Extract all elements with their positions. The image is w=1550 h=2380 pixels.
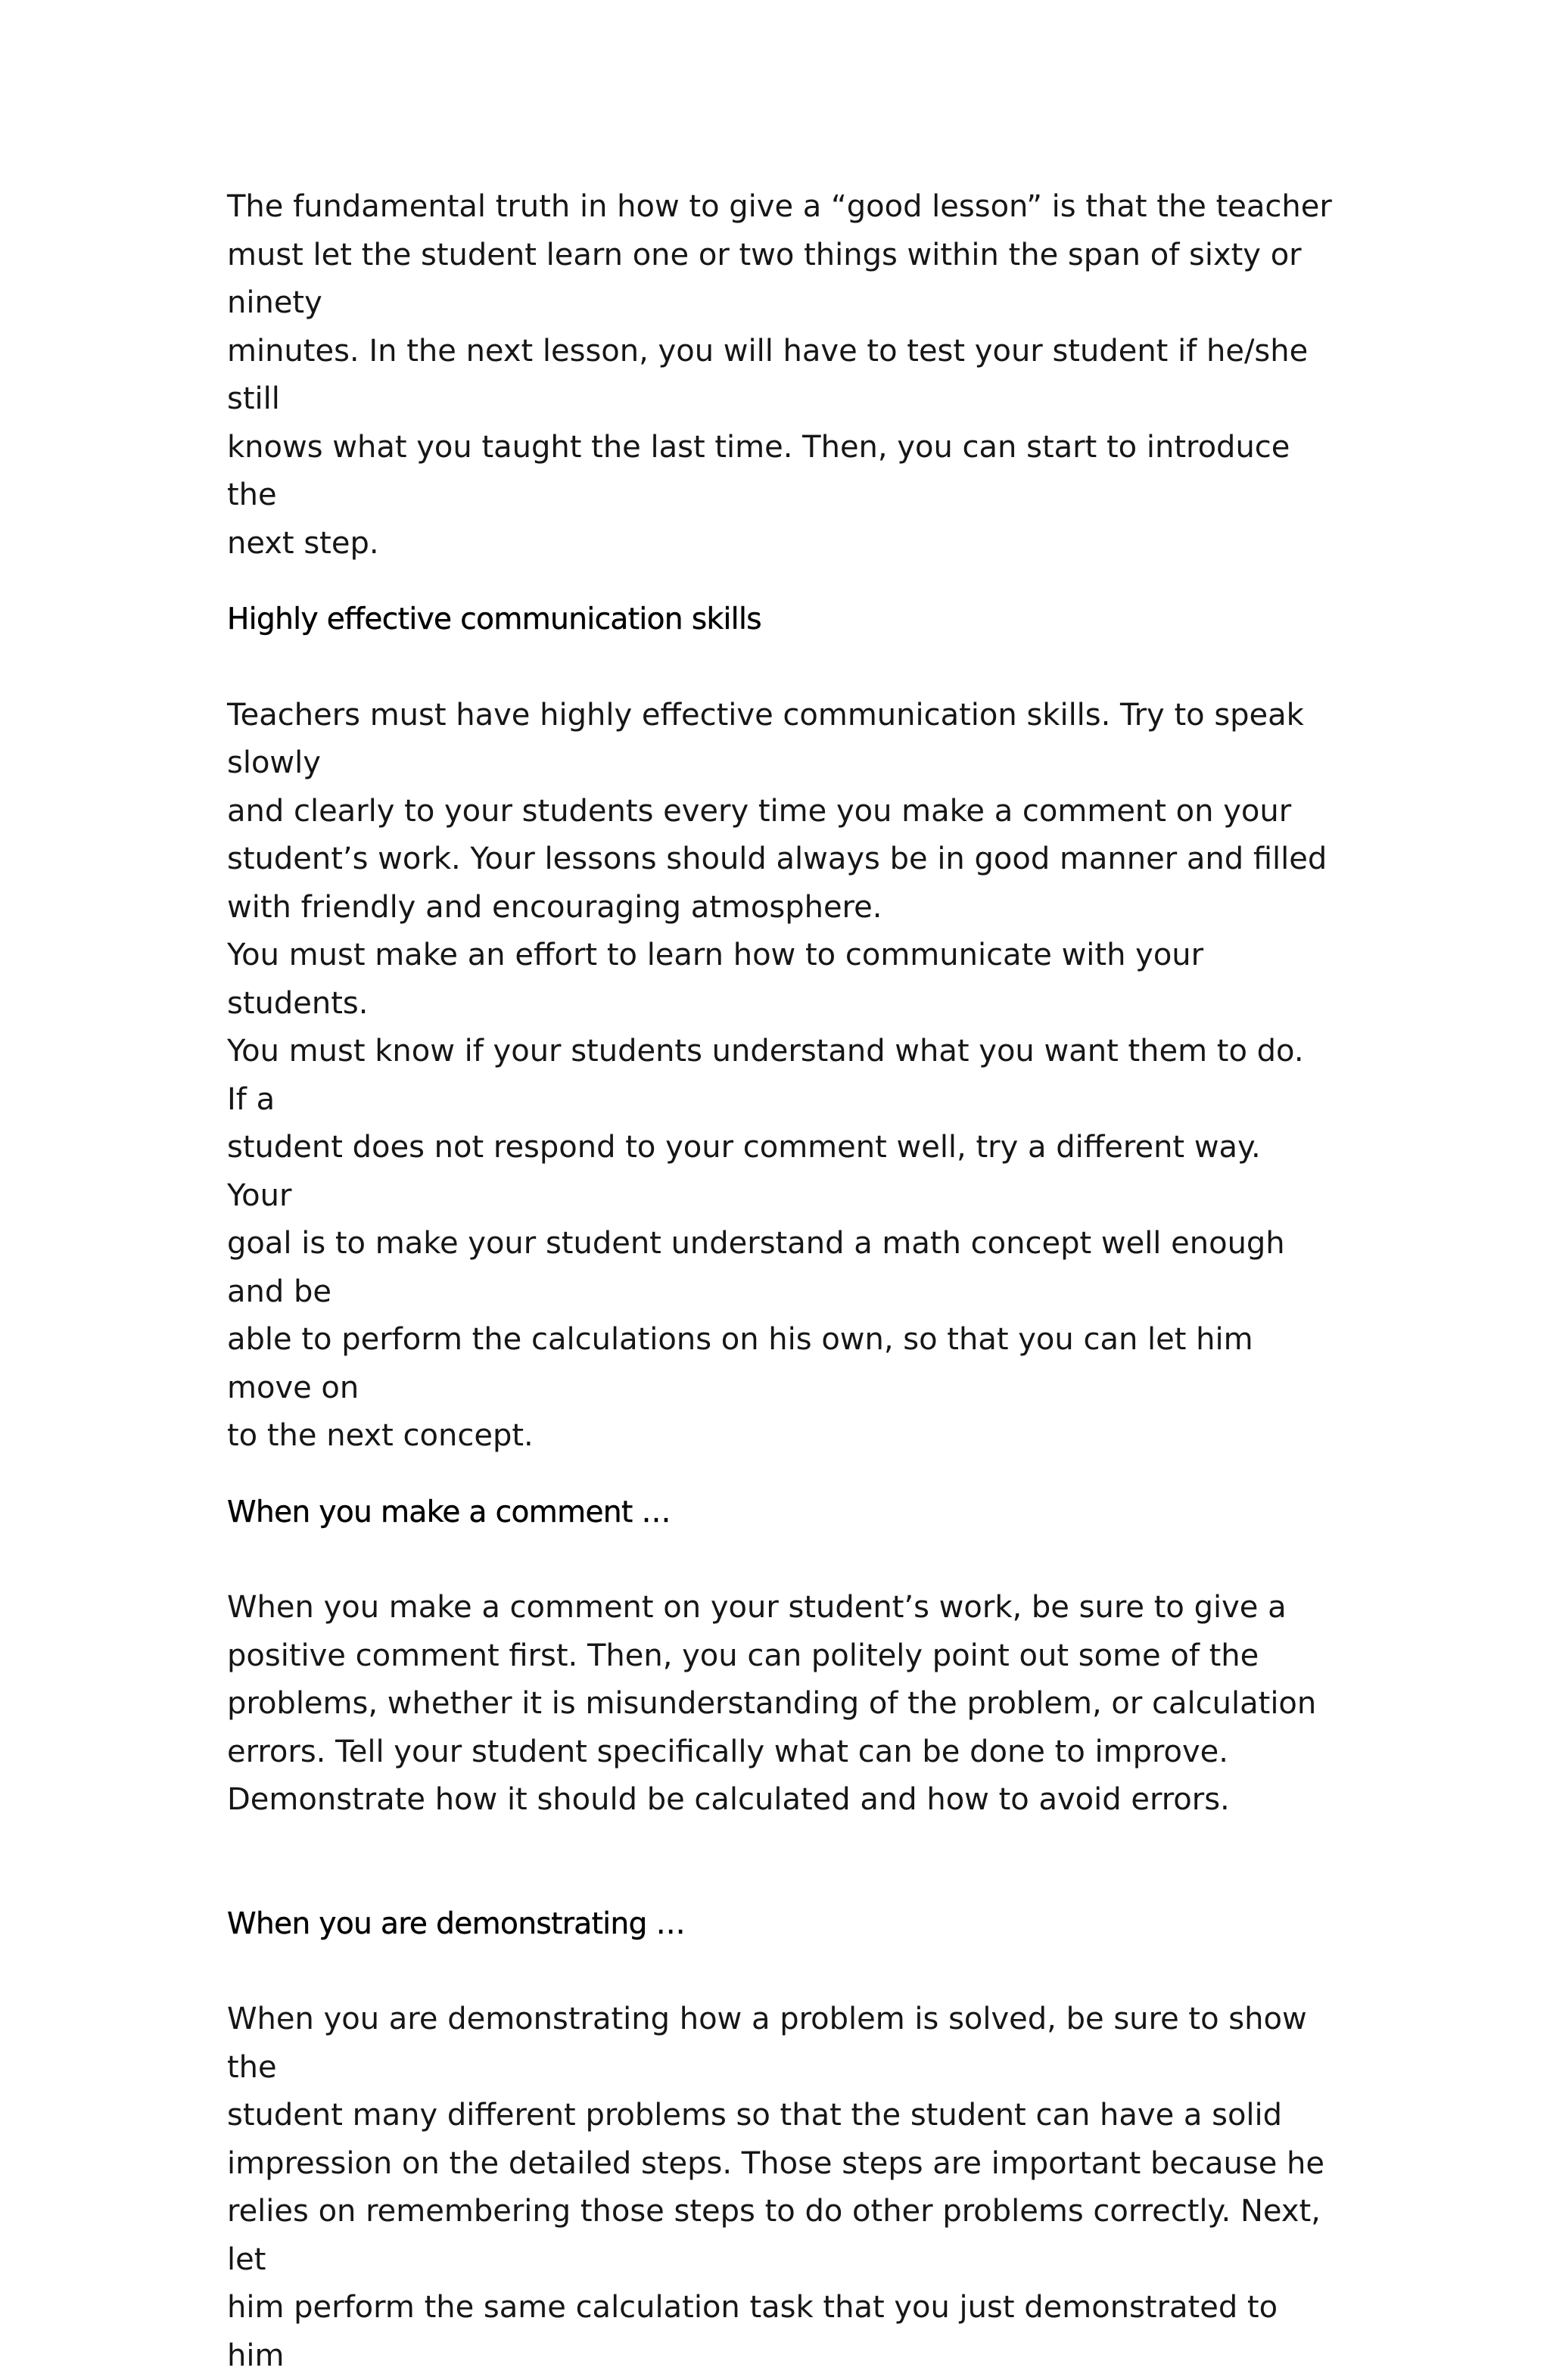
comment-paragraph: When you make a comment on your student’s work, be sure to give a positive comment first. Then, you can politely point out some of the problems, whether it is misunderstanding of the problem, or calculation errors. Tell your student specifically what can be done to improve. Demonstrate how it should be calculated and how to avoid errors. xyxy=(227,1590,1317,1817)
document-body xyxy=(227,183,1332,2380)
section-heading-demonstrating: When you are demonstrating … xyxy=(227,1906,685,1941)
section-heading-communication: Highly effective communication skills xyxy=(227,602,761,636)
communication-paragraph-1: Teachers must have highly effective communication skills. Try to speak slowly and clearly to your students every time you make a comment on your student’s work. Your lessons should always be in good manner and filled with friendly and encouraging atmosphere. xyxy=(227,697,1327,925)
intro-paragraph: The fundamental truth in how to give a “good lesson” is that the teacher must let the student learn one or two things within the span of sixty or ninety minutes. In the next lesson, you will have to test your student if he/she still knows what you taught the last time. Then, you can start to introduce the next step. xyxy=(227,189,1332,561)
communication-paragraph-2: You must make an effort to learn how to communicate with your students. You must know if your students understand what you want them to do. If a student does not respond to your comment well, try a different way. Your goal is to make your student understand a math concept well enough and be able to perform the calculations on his own, so that you can let him move on to the next concept. xyxy=(227,938,1304,1453)
section-heading-comment: When you make a comment … xyxy=(227,1495,671,1529)
demonstrating-paragraph: When you are demonstrating how a problem is solved, be sure to show the student many different problems so that the student can have a solid impression on the detailed steps. Those steps are important because he relies on remembering those steps to do other problems correctly. Next, let him perform the same calculation task that you just demonstrated to him xyxy=(227,2002,1325,2373)
